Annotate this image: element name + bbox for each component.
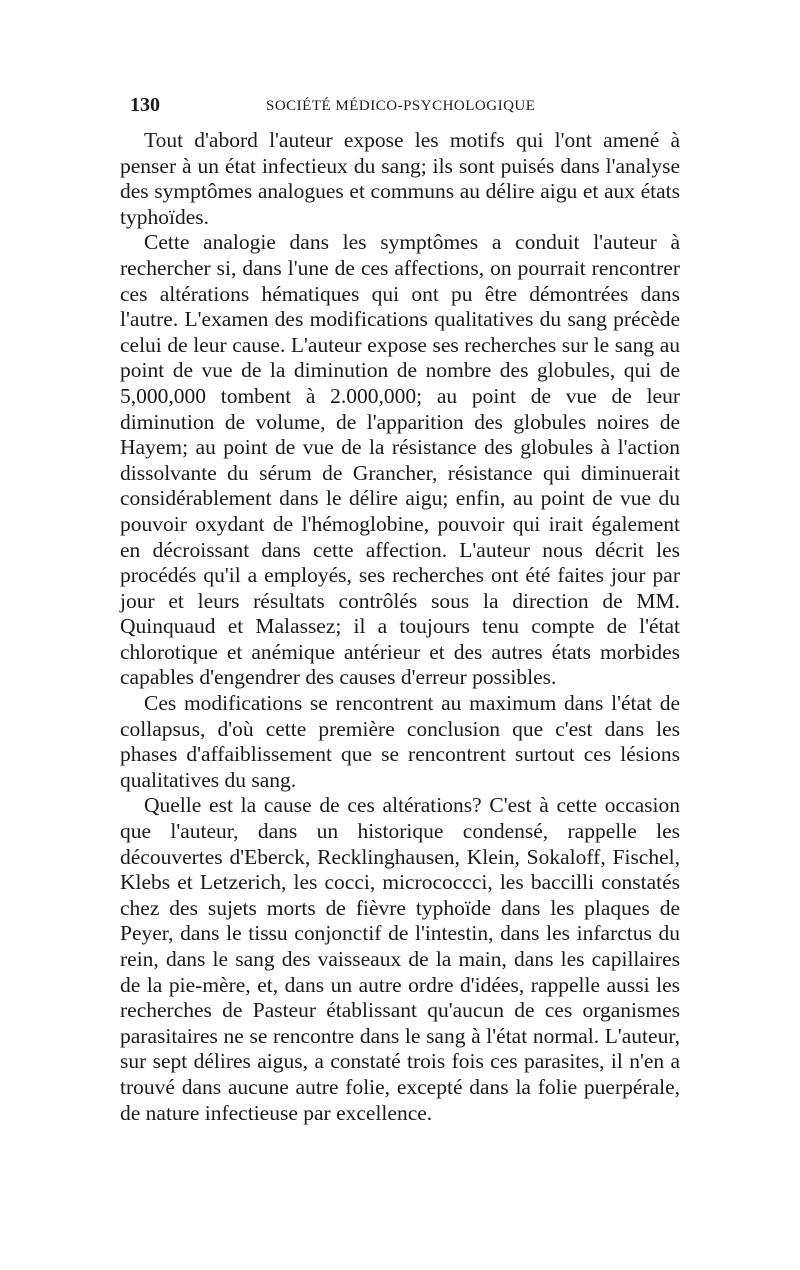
paragraph-2: Cette analogie dans les symptômes a conduit l'auteur à rechercher si, dans l'une de ces affections, on pourrait rencontrer ces altérations hématiques qui ont pu être démontrées dans l'autre. L'examen des modifications qualitatives du sang précède celui de leur cause. L'auteur expose ses recherches sur le sang au point de vue de la diminution de nombre des globules, qui de 5,000,000 tombent à 2.000,000; au point de vue de leur diminution de volume, de l'apparition des globules noires de Hayem; au point de vue de la résistance des globules à l'action dissolvante du sérum de Grancher, résistance qui diminuerait considérablement dans le délire aigu; enfin, au point de vue du pouvoir oxydant de l'hémoglobine, pouvoir qui irait également en décroissant dans cette affection. L'auteur nous décrit les procédés qu'il a employés, ses recherches ont été faites jour par jour et leurs résultats contrôlés sous la direction de MM. Quinquaud et Malassez; il a toujours tenu compte de l'état chlorotique et anémique antérieur et des autres états morbides capables d'engendrer des causes d'erreur possibles. (120, 230, 680, 690)
paragraph-1: Tout d'abord l'auteur expose les motifs qui l'ont amené à penser à un état infectieux du sang; ils sont puisés dans l'analyse des symptômes analogues et communs au délire aigu et aux états typhoïdes. (120, 128, 680, 229)
page-number: 130 (130, 94, 160, 116)
journal-title: SOCIÉTÉ MÉDICO-PSYCHOLOGIQUE (266, 98, 536, 114)
running-head (120, 94, 680, 118)
body-text (120, 128, 680, 1126)
paragraph-3: Ces modifications se rencontrent au maximum dans l'état de collapsus, d'où cette première conclusion que c'est dans les phases d'affaiblissement que se rencontrent surtout ces lésions qualitatives du sang. (120, 691, 680, 792)
paragraph-4: Quelle est la cause de ces altérations? C'est à cette occasion que l'auteur, dans un historique condensé, rappelle les découvertes d'Eberck, Recklinghausen, Klein, Sokaloff, Fischel, Klebs et Letzerich, les cocci, micrococcci, les baccilli constatés chez des sujets morts de fièvre typhoïde dans les plaques de Peyer, dans le tissu conjonctif de l'intestin, dans les infarctus du rein, dans le sang des vaisseaux de la main, dans les capillaires de la pie-mère, et, dans un autre ordre d'idées, rappelle aussi les recherches de Pasteur établissant qu'aucun de ces organismes parasitaires ne se rencontre dans le sang à l'état normal. L'auteur, sur sept délires aigus, a constaté trois fois ces parasites, il n'en a trouvé dans aucune autre folie, excepté dans la folie puerpérale, de nature infectieuse par excellence. (120, 793, 680, 1125)
